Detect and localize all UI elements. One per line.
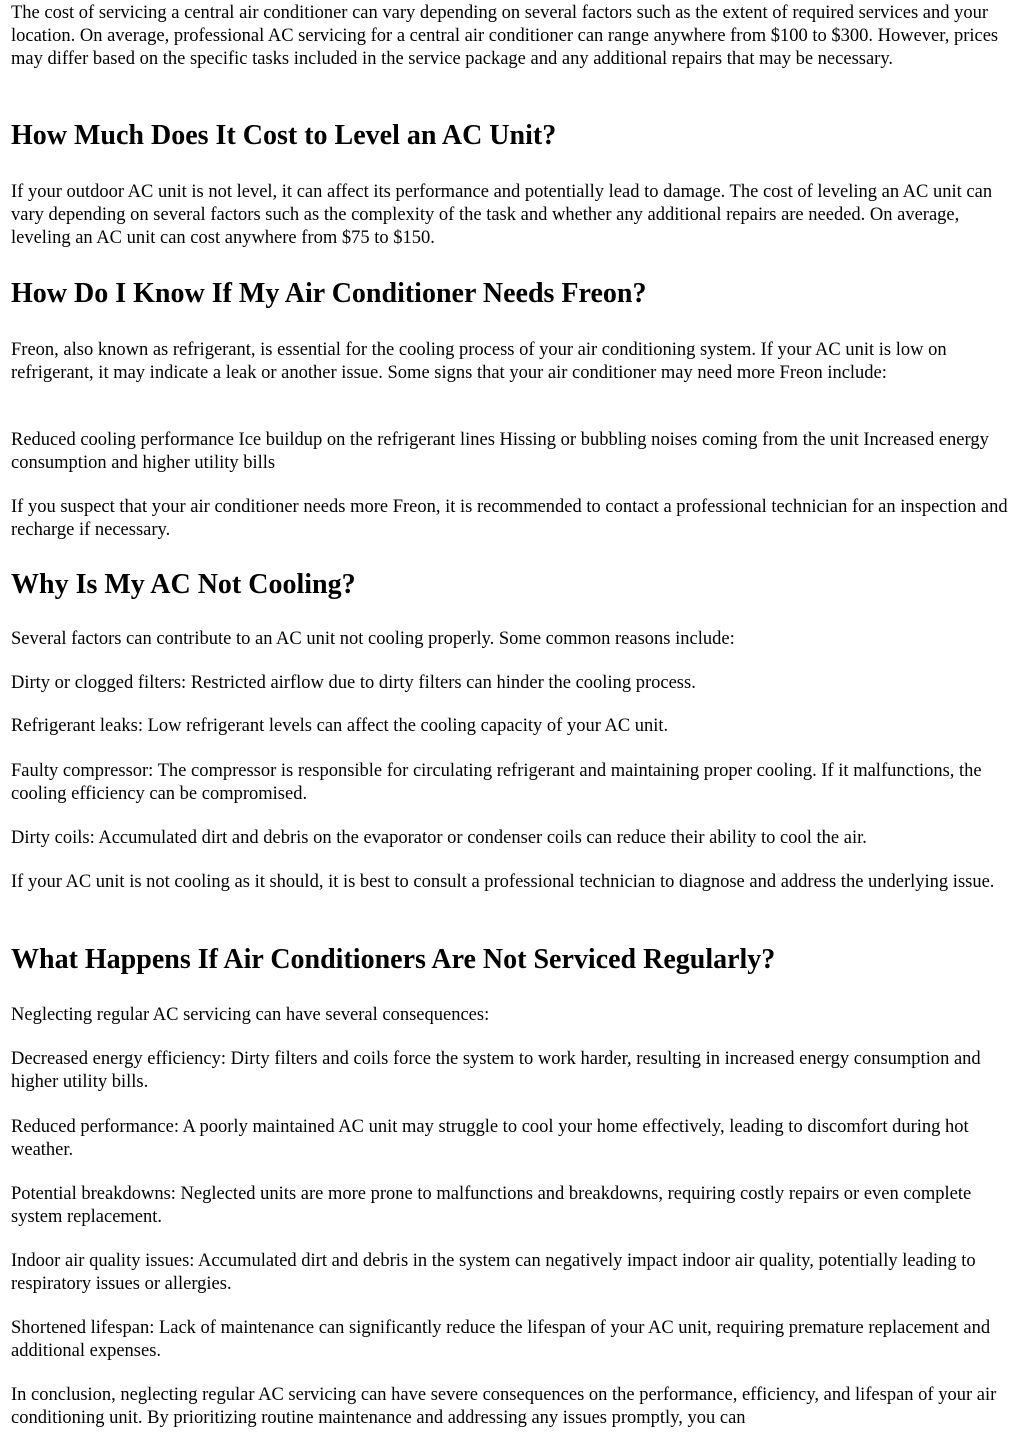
service-paragraph-3: Reduced performance: A poorly maintained AC unit may struggle to cool your home effectively, leading to discomfort during hot weather. bbox=[11, 1117, 969, 1160]
heading-freon: How Do I Know If My Air Conditioner Needs Freon? bbox=[11, 278, 647, 309]
heading-not-cooling: Why Is My AC Not Cooling? bbox=[11, 569, 356, 600]
cooling-paragraph-3: Refrigerant leaks: Low refrigerant levels can affect the cooling capacity of your AC unit. bbox=[11, 716, 669, 736]
service-paragraph-7: In conclusion, neglecting regular AC servicing can have severe consequences on the performance, efficiency, and lifespan of your air conditioning unit. By prioritizing routine maintenance and addressing any issues promptly, you can bbox=[11, 1385, 997, 1428]
cooling-paragraph-2: Dirty or clogged filters: Restricted airflow due to dirty filters can hinder the cooling process. bbox=[11, 673, 696, 693]
service-paragraph-4: Potential breakdowns: Neglected units are more prone to malfunctions and breakdowns, requiring costly repairs or even complete system replacement. bbox=[11, 1184, 972, 1227]
service-paragraph-5: Indoor air quality issues: Accumulated dirt and debris in the system can negatively impact indoor air quality, potentially leading to respiratory issues or allergies. bbox=[11, 1251, 976, 1294]
heading-not-serviced: What Happens If Air Conditioners Are Not Serviced Regularly? bbox=[11, 944, 776, 975]
cooling-paragraph-6: If your AC unit is not cooling as it should, it is best to consult a professional technician to diagnose and address the underlying issue. bbox=[11, 872, 995, 892]
service-paragraph-6: Shortened lifespan: Lack of maintenance can significantly reduce the lifespan of your AC unit, requiring premature replacement and additional expenses. bbox=[11, 1318, 991, 1361]
cooling-paragraph-1: Several factors can contribute to an AC unit not cooling properly. Some common reasons include: bbox=[11, 629, 735, 649]
intro-paragraph: The cost of servicing a central air conditioner can vary depending on several factors such as the extent of required services and your location. On average, professional AC servicing for a central air conditioner can range anywhere from $100 to $300. However, prices may differ based on the specific tasks included in the service package and any additional repairs that may be necessary. bbox=[11, 3, 999, 69]
freon-paragraph-1: Freon, also known as refrigerant, is essential for the cooling process of your air conditioning system. If your AC unit is low on refrigerant, it may indicate a leak or another issue. Some signs that your air conditioner may need more Freon include: bbox=[11, 340, 947, 383]
service-paragraph-2: Decreased energy efficiency: Dirty filters and coils force the system to work harder, resulting in increased energy consumption and higher utility bills. bbox=[11, 1049, 981, 1092]
heading-level-ac-cost: How Much Does It Cost to Level an AC Unit? bbox=[11, 120, 557, 151]
service-paragraph-1: Neglecting regular AC servicing can have several consequences: bbox=[11, 1005, 490, 1025]
cooling-paragraph-4: Faulty compressor: The compressor is responsible for circulating refrigerant and maintaining proper cooling. If it malfunctions, the cooling efficiency can be compromised. bbox=[11, 761, 982, 804]
level-paragraph: If your outdoor AC unit is not level, it can affect its performance and potentially lead to damage. The cost of leveling an AC unit can vary depending on several factors such as the complexity of the task and whether any additional repairs are needed. On average, leveling an AC unit can cost anywhere from $75 to $150. bbox=[11, 182, 993, 248]
freon-paragraph-2: Reduced cooling performance Ice buildup on the refrigerant lines Hissing or bubbling noises coming from the unit Increased energy consumption and higher utility bills bbox=[11, 430, 989, 473]
cooling-paragraph-5: Dirty coils: Accumulated dirt and debris on the evaporator or condenser coils can reduce their ability to cool the air. bbox=[11, 828, 867, 848]
freon-paragraph-3: If you suspect that your air conditioner needs more Freon, it is recommended to contact a professional technician for an inspection and recharge if necessary. bbox=[11, 497, 1008, 540]
